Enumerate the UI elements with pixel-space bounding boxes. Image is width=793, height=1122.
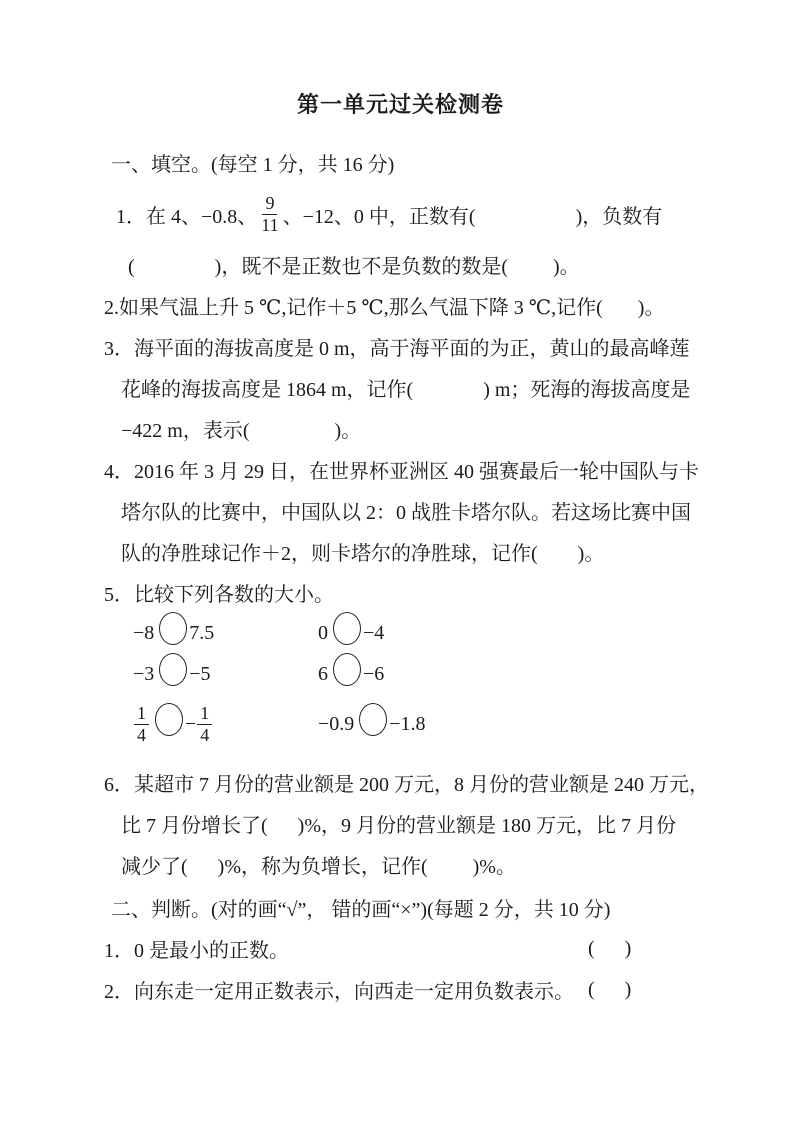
fraction-numerator: 1 [197, 703, 212, 725]
judge-item-text: 2．向东走一定用正数表示，向西走一定用负数表示。 [104, 981, 574, 1003]
fraction-denominator: 4 [137, 724, 146, 745]
comparison-row-3 [133, 695, 713, 753]
section-fill-header [111, 142, 713, 183]
comparison-pair [318, 617, 384, 650]
comparison-left-value: −0.9 [318, 712, 355, 735]
fill-q4-line2 [121, 490, 713, 531]
fraction-nine-elevenths [258, 193, 281, 235]
fraction-denominator: 4 [200, 724, 210, 745]
comparison-circle [155, 703, 183, 736]
fill-q1-line2 [128, 244, 713, 285]
comparison-left-value: 0 [318, 622, 328, 644]
q6-line1-text: 6．某超市 7 月份的营业额是 200 万元，8 月份的营业额是 240 万元， [104, 774, 709, 796]
q1-text-after-fraction: 、−12、0 中，正数有( )，负数有 [282, 205, 663, 228]
comparison-circle [359, 703, 387, 736]
section-judge-header-text: 二、判断。(对的画“√”， 错的画“×”)(每题 2 分，共 10 分) [111, 899, 611, 921]
comparison-pair [318, 658, 384, 691]
comparison-right-value: −5 [189, 663, 211, 685]
q3-line1-text: 3．海平面的海拔高度是 0 m，高于海平面的为正，黄山的最高峰莲 [104, 338, 690, 360]
comparison-circle [333, 653, 361, 686]
fill-q6-line1 [104, 762, 713, 803]
comparison-right-value: −1.8 [389, 712, 426, 735]
comparison-left-value: 6 [318, 663, 328, 685]
fill-q3-line1 [104, 326, 713, 367]
q2-text: 2.如果气温上升 5 ℃,记作＋5 ℃,那么气温下降 3 ℃,记作( )。 [104, 297, 665, 319]
q4-line1-text: 4．2016 年 3 月 29 日，在世界杯亚洲区 40 强赛最后一轮中国队与卡 [104, 461, 699, 483]
q5-header-text: 5．比较下列各数的大小。 [104, 584, 334, 606]
comparison-circle [159, 612, 187, 645]
comparison-right-value: −4 [363, 622, 385, 644]
q1-line2-text: ( )，既不是正数也不是负数的数是( )。 [128, 256, 580, 278]
q3-line2-text: 花峰的海拔高度是 1864 m，记作( ) m；死海的海拔高度是 [121, 379, 691, 401]
judge-answer-blank: ( ) [588, 978, 632, 1000]
comparison-row-1 [133, 613, 713, 654]
fraction-numerator: 1 [134, 703, 149, 725]
fill-q5-header [104, 572, 713, 613]
fill-q2-line [104, 285, 713, 326]
fraction-one-fourth [134, 703, 149, 745]
q1-text-before-fraction: 1．在 4、−0.8、 [116, 205, 258, 228]
fraction-one-fourth [197, 703, 212, 745]
comparison-pair [318, 708, 426, 741]
fill-q1-line1 [116, 186, 713, 242]
comparison-pair [133, 703, 318, 745]
judge-item-1 [104, 928, 713, 969]
section-fill-header-text: 一、填空。(每空 1 分，共 16 分) [111, 154, 395, 176]
q4-line2-text: 塔尔队的比赛中，中国队以 2：0 战胜卡塔尔队。若这场比赛中国 [121, 502, 691, 524]
fill-q4-line1 [104, 449, 713, 490]
section-judge-header [111, 887, 713, 928]
fill-q6-line2 [121, 803, 713, 844]
q6-line3-text: 减少了( )%，称为负增长，记作( )%。 [121, 856, 516, 878]
minus-sign: − [185, 712, 197, 735]
comparison-circle [159, 653, 187, 686]
comparison-left-value: −3 [133, 663, 155, 685]
comparison-row-2 [133, 654, 713, 695]
comparison-pair [133, 658, 318, 691]
fill-q3-line3 [121, 408, 713, 449]
judge-item-text: 1．0 是最小的正数。 [104, 940, 289, 962]
comparison-circle [333, 612, 361, 645]
judge-answer-blank: ( ) [588, 937, 632, 959]
fraction-denominator: 11 [261, 214, 279, 235]
page-title: 第一单元过关检测卷 [296, 92, 504, 117]
fraction-numerator: 9 [262, 193, 277, 215]
comparison-pair [133, 617, 318, 650]
fill-q3-line2 [121, 367, 713, 408]
q3-line3-text: −422 m，表示( )。 [121, 420, 362, 442]
comparison-left-value: −8 [133, 622, 155, 644]
fill-q6-line3 [121, 844, 713, 885]
comparison-right-value: −6 [363, 663, 385, 685]
judge-item-2 [104, 969, 713, 1010]
q4-line3-text: 队的净胜球记作＋2，则卡塔尔的净胜球，记作( )。 [121, 543, 605, 565]
q6-line2-text: 比 7 月份增长了( )%，9 月份的营业额是 180 万元，比 7 月份 [121, 815, 676, 837]
fill-q4-line3 [121, 531, 713, 572]
comparison-right-value: 7.5 [189, 622, 215, 644]
